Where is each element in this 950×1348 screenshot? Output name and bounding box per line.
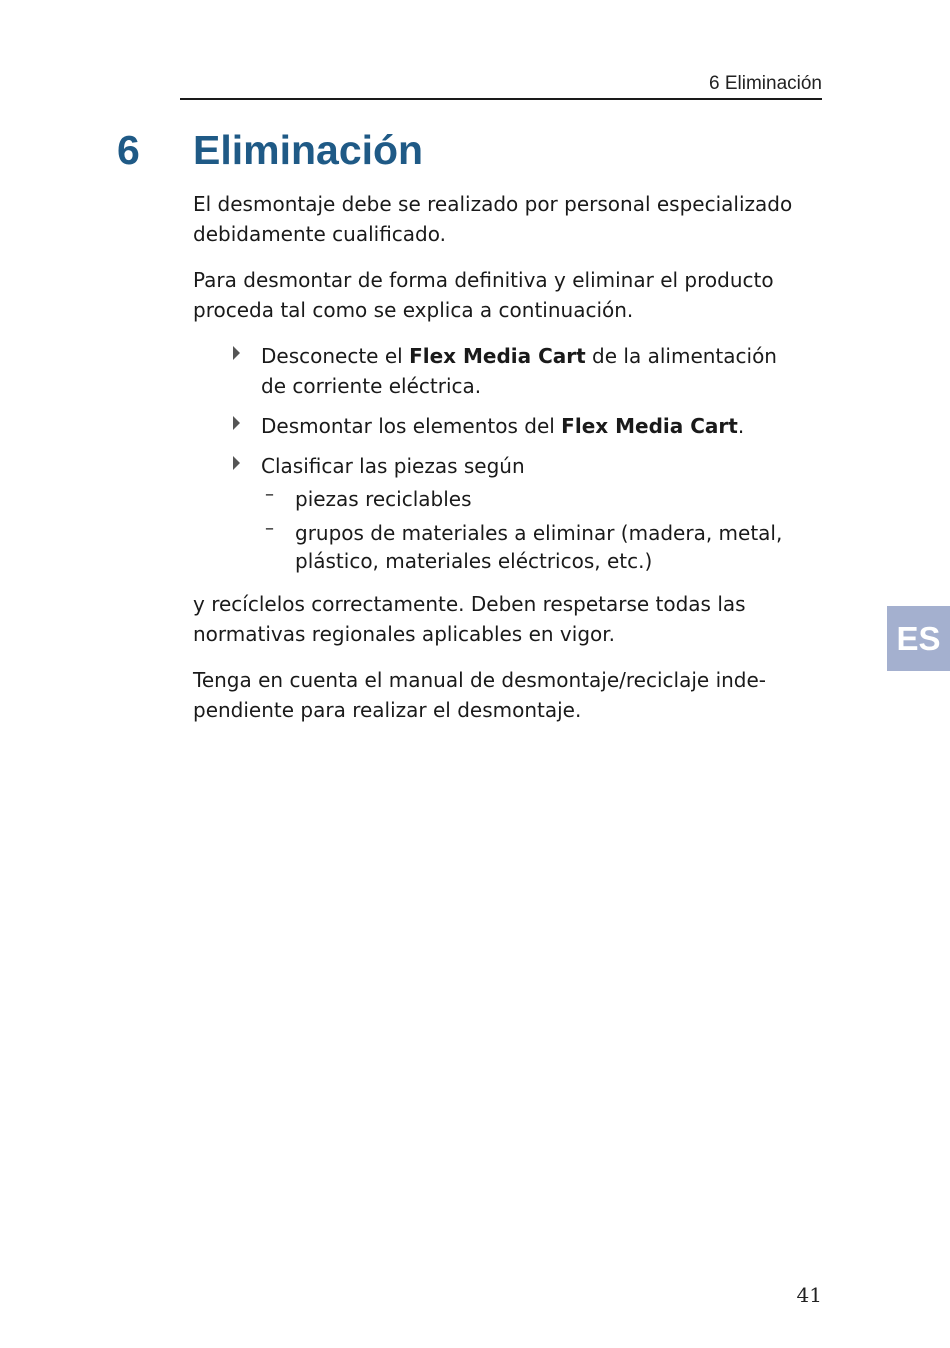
chapter-number: 6 (117, 127, 140, 173)
step-text-before: Desmontar los elementos del (261, 414, 562, 438)
sub-item-material-groups (261, 519, 805, 575)
step-item-dismantle (193, 411, 805, 441)
triangle-bullet-icon (233, 416, 240, 430)
sub-item-text: piezas reciclables (295, 487, 472, 511)
sub-list (261, 485, 805, 575)
product-name: Flex Media Cart (561, 414, 738, 438)
step-text-before: Desconecte el (261, 344, 410, 368)
chapter-title: Eliminación (193, 127, 424, 173)
sub-item-text: grupos de materiales a eliminar (madera, metal, plástico, materiales eléctricos, etc.) (295, 521, 783, 573)
intro-paragraph-1: El desmontaje debe se realizado por personal especializado debidamente cualificado. (193, 192, 793, 246)
step-item-classify (193, 451, 805, 575)
dash-bullet-icon: – (265, 518, 274, 539)
step-item-disconnect (193, 341, 805, 401)
triangle-bullet-icon (233, 456, 240, 470)
step-text-after: . (737, 414, 745, 438)
step-list (193, 341, 805, 575)
intro-paragraph-2: Para desmontar de forma definitiva y eliminar el producto proceda tal como se explica a continuación. (193, 268, 774, 322)
outro-paragraph-2: Tenga en cuenta el manual de desmontaje/reciclaje inde-pendiente para realizar el desmontaje. (193, 668, 767, 722)
language-tab: ES (887, 606, 950, 671)
product-name: Flex Media Cart (409, 344, 586, 368)
section-content (193, 189, 805, 741)
step-text-after: de la alimentación de corriente eléctrica. (261, 344, 777, 398)
triangle-bullet-icon (233, 346, 240, 360)
dash-bullet-icon: – (265, 484, 274, 505)
page-number: 41 (796, 1283, 822, 1307)
outro-paragraph-1: y recíclelos correctamente. Deben respetarse todas las normativas regionales aplicables en vigor. (193, 592, 746, 646)
step-text: Clasificar las piezas según (261, 454, 525, 478)
running-header: 6 Eliminación (180, 72, 822, 100)
sub-item-recyclable (261, 485, 805, 513)
